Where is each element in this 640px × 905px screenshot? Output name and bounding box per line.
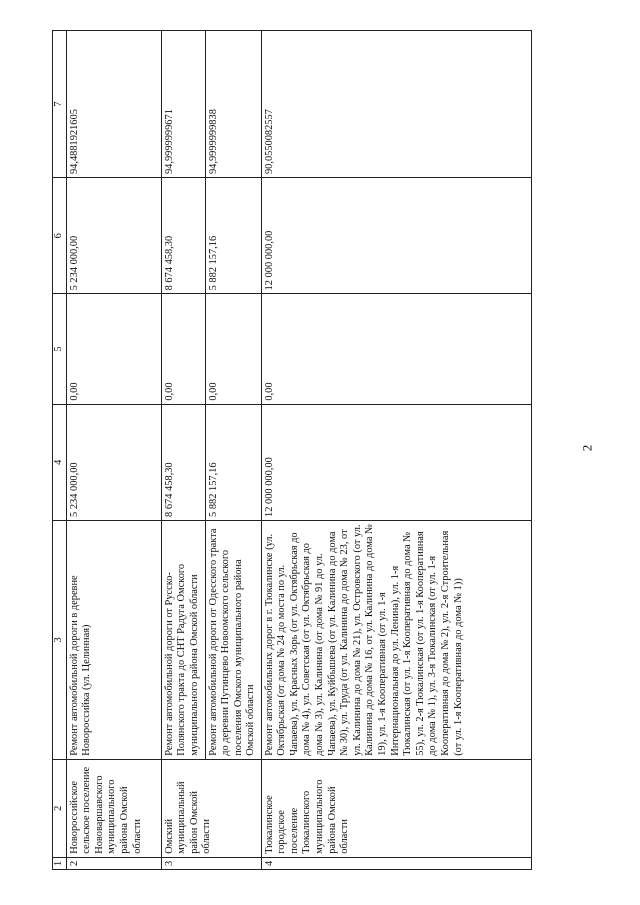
municipality-cell: Омский муниципальный район Омской области [161,759,261,857]
percent-cell: 90,0550082557 [261,31,531,178]
amount-cell: 5 882 157,16 [205,404,261,520]
header-cell: 5 [53,294,67,404]
municipality-cell: Тюкалинское городское поселение Тюкалинского муниципального района Омской области [261,759,531,857]
municipality-cell: Новороссийское сельское поселение Нововаршавского муниципального района Омской области [66,759,161,857]
row-number: 3 [161,857,261,869]
header-cell: 3 [53,520,67,759]
table-row [205,31,261,870]
header-cell: 4 [53,404,67,520]
row-number: 2 [66,857,161,869]
amount-cell: 0,00 [161,294,205,404]
header-cell: 6 [53,178,67,294]
header-cell: 1 [53,857,67,869]
header-row [53,31,67,870]
amount-cell: 12 000 000,00 [261,404,531,520]
amount-cell: 0,00 [205,294,261,404]
amount-cell: 8 674 458,30 [161,404,205,520]
funding-table [52,30,532,870]
percent-cell: 94,9999999838 [205,31,261,178]
table-row [261,31,531,870]
amount-cell: 5 882 157,16 [205,178,261,294]
header-cell: 2 [53,759,67,857]
amount-cell: 5 234 000,00 [66,178,161,294]
table-row [66,31,161,870]
object-cell: Ремонт автомобильной дороги от Русско-Полянского тракта до СНТ Радуга Омского муниципального района Омской области [161,520,205,759]
amount-cell: 12 000 000,00 [261,178,531,294]
amount-cell: 8 674 458,30 [161,178,205,294]
object-cell: Ремонт автомобильных дорог в г. Тюкалинске (ул. Октябрьская (от дома № 24 до моста по ул. Чапаева), ул. Красных Зорь (от ул. Октябрьская до дома № 4), ул. Советская (от ул. Октябрьская до дома № 3), ул. Калинина (от дома № 91 до ул. Чапаева), ул. Куйбышева (от ул. Калинина до дома № 30), ул. Труда (от ул. Калинина до дома № 23, от ул. Калинина до дома № 21), ул. Островского (от ул. Калинина до дома № 16, от ул. Калинина до дома № 19), ул. 1-я Кооперативная (от ул. 1-я Интернациональная до ул. Ленина), ул. 1-я Тюкалинская (от ул. 1-я Кооперативная до дома № 55), ул. 2-я Тюкалинская (от ул. 1-я Кооперативная до дома № 1), ул. 3-я Тюкалинская (от ул. 1-я Кооперативная до дома № 2), ул. 2-я Строительная (от ул. 1-я Кооперативная до дома № 1)) [261,520,531,759]
amount-cell: 5 234 000,00 [66,404,161,520]
rotated-sheet [52,30,582,870]
amount-cell: 0,00 [261,294,531,404]
object-cell: Ремонт автомобильной дороги в деревне Новороссийка (ул. Целинная) [66,520,161,759]
percent-cell: 94,4881921605 [66,31,161,178]
header-cell: 7 [53,31,67,178]
amount-cell: 0,00 [66,294,161,404]
object-cell: Ремонт автомобильной дороги от Одесского тракта до деревни Путинцево Новоомского сельского поселения Омского муниципального района Омской области [205,520,261,759]
table-row [161,31,205,870]
row-number: 4 [261,857,531,869]
page-number: 2 [579,444,595,452]
percent-cell: 94,9999999671 [161,31,205,178]
